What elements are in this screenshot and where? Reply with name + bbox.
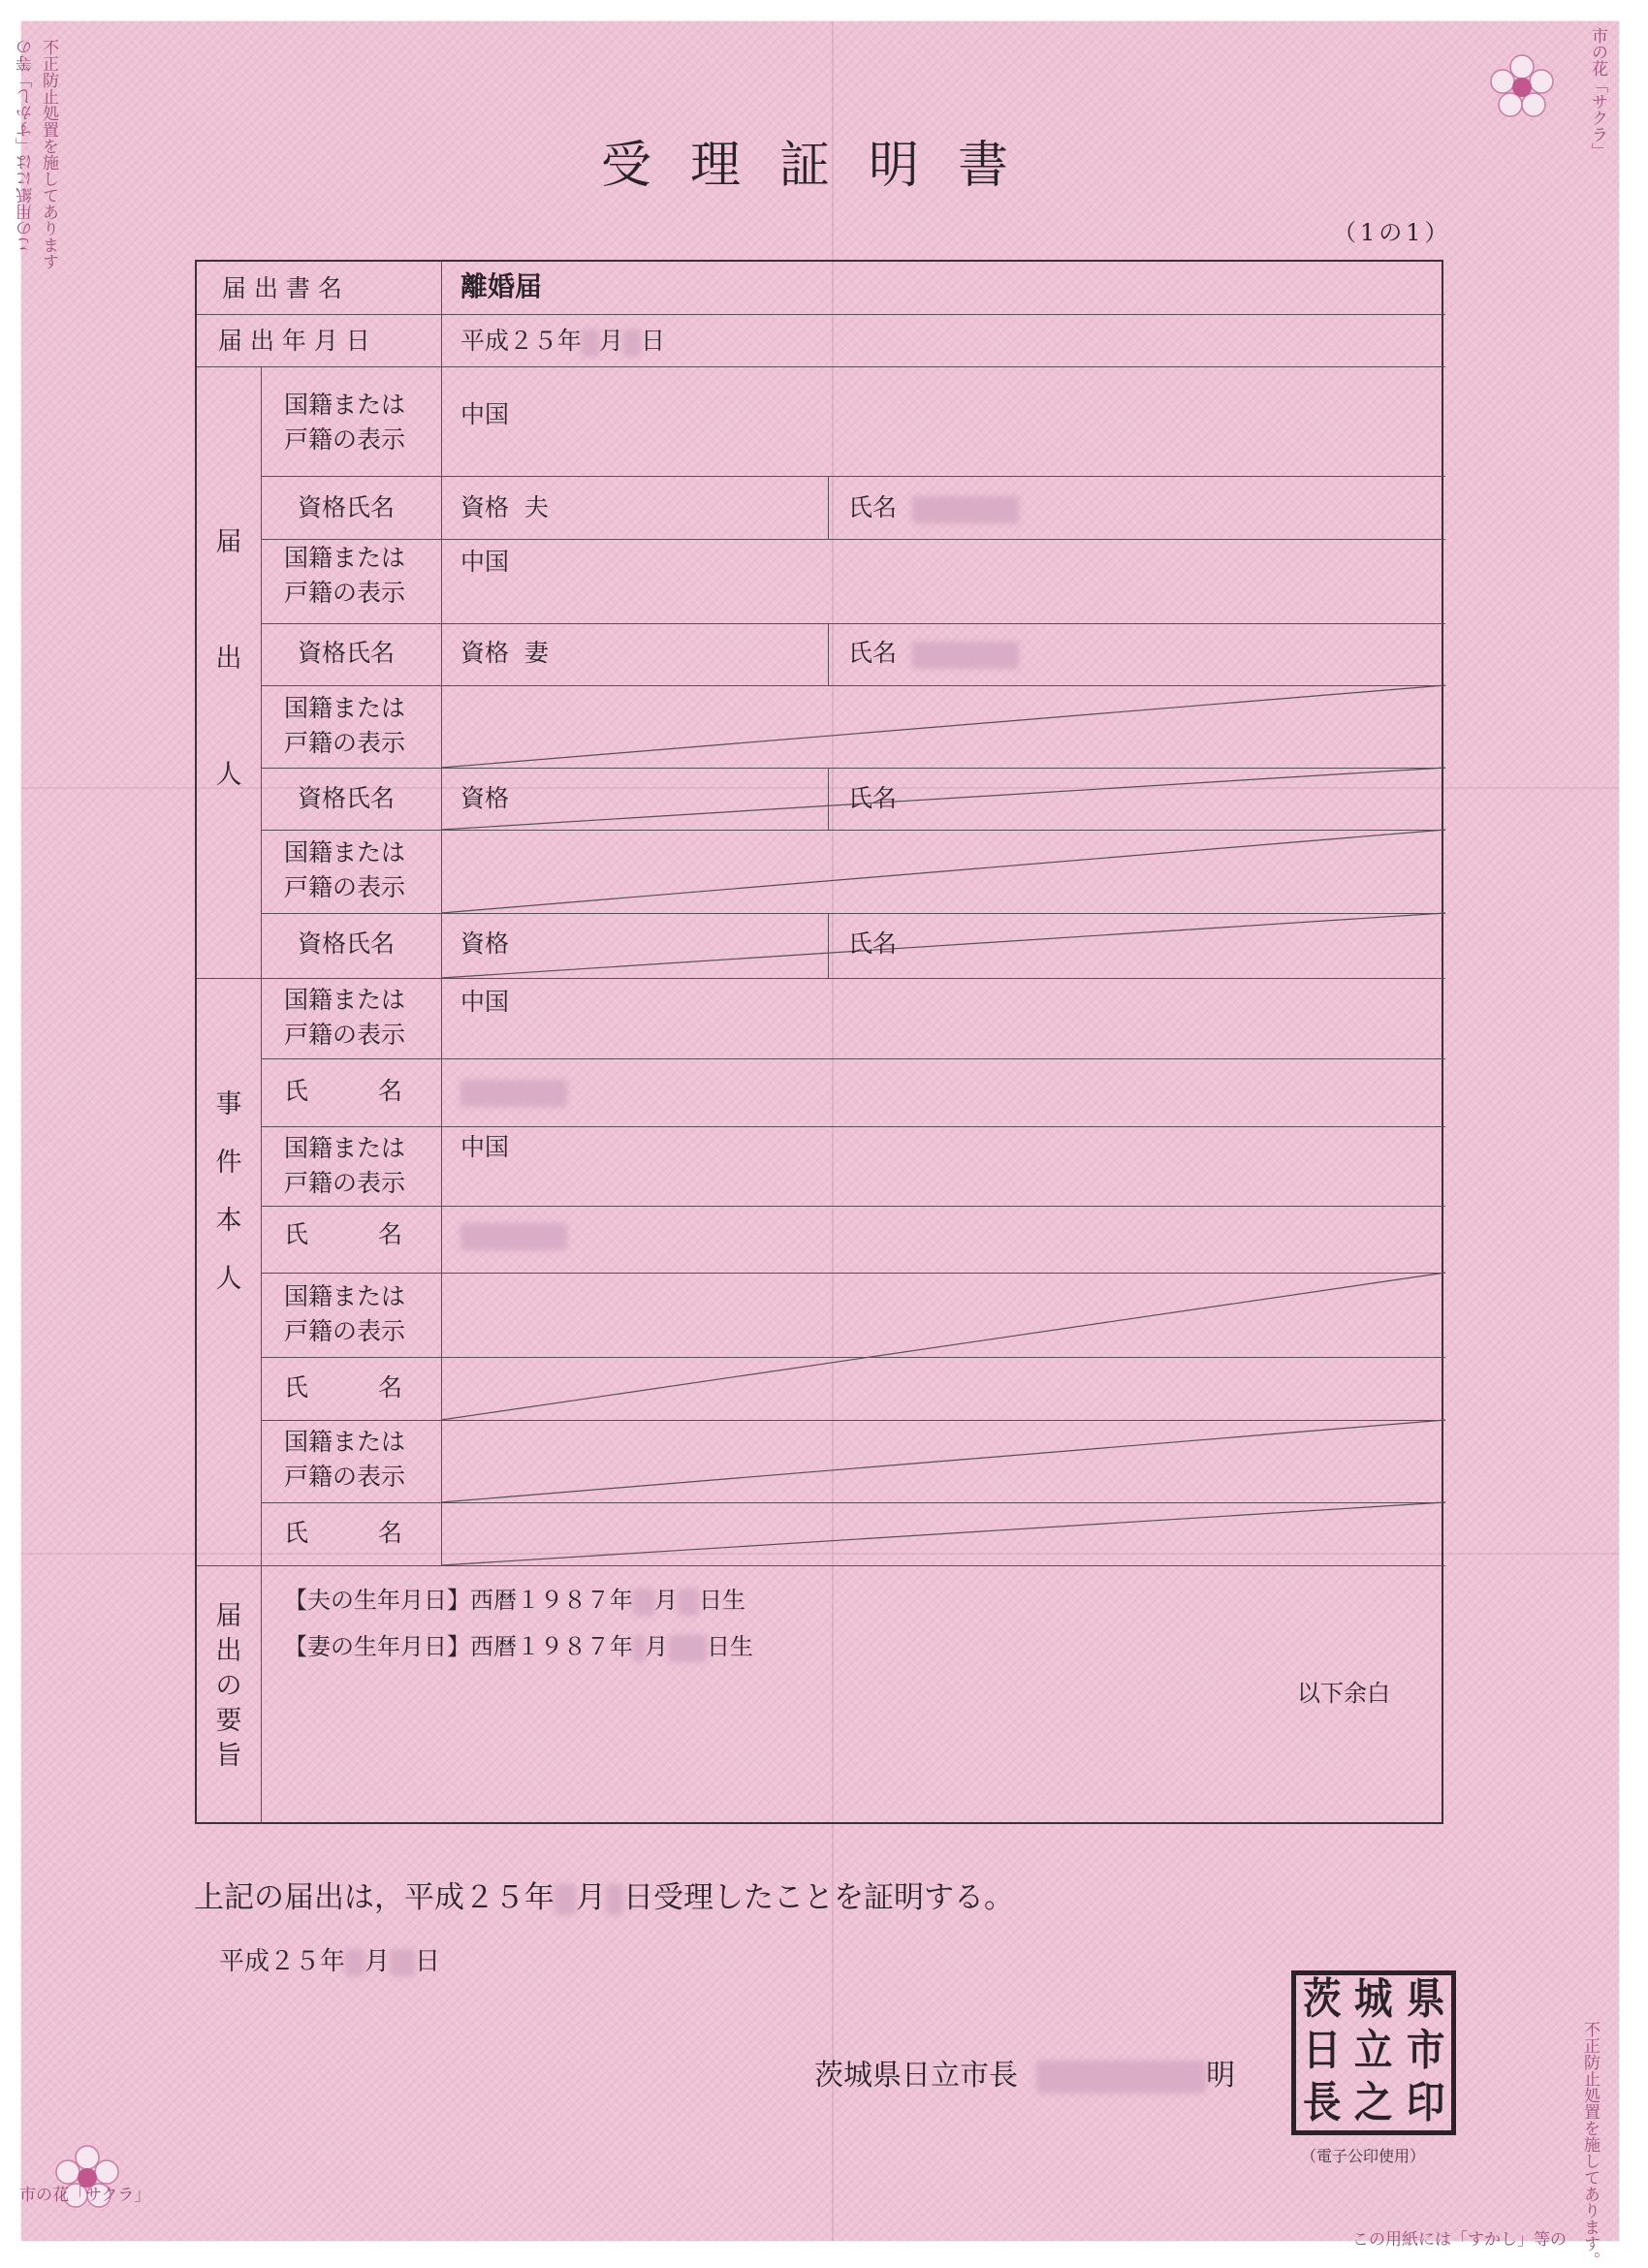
name-label: 氏 名: [284, 1373, 403, 1402]
official-seal: 茨 城 県 日 立 市 長 之 印: [1291, 1970, 1456, 2135]
qualification-label: 資格氏名: [298, 784, 396, 812]
watermark-notice: この用紙には「すかし」等の: [1352, 2230, 1567, 2250]
qualification-label: 資格氏名: [298, 639, 396, 667]
summary-line: 【妻の生年月日】西暦１９８７年 月 日生: [284, 1633, 753, 1660]
name-label: 氏 名: [284, 1519, 403, 1547]
summary-end: 以下余白: [1297, 1680, 1390, 1707]
name-label: 氏 名: [284, 1220, 403, 1248]
qualification-value: 資格: [460, 784, 510, 812]
nationality-label: 国籍または 戸籍の表示: [284, 1134, 406, 1197]
qualification-value: 資格 妻: [460, 639, 549, 667]
qualification-label: 資格氏名: [298, 929, 396, 958]
watermark-notice: 市の花「サクラ」: [19, 2186, 151, 2205]
notification-date: 平成２５年 月 日: [460, 327, 666, 355]
notification-name: 離婚届: [460, 270, 543, 302]
nationality-label: 国籍または 戸籍の表示: [284, 544, 406, 607]
nationality-label: 国籍または 戸籍の表示: [284, 838, 406, 901]
name-label: 氏名: [848, 929, 898, 958]
qualification-label: 資格氏名: [298, 493, 396, 521]
nationality-label: 国籍または 戸籍の表示: [284, 391, 406, 454]
issue-date: 平成２５年 月 日: [219, 1947, 441, 1976]
name-label: 氏 名: [284, 1077, 403, 1105]
seal-caption: （電子公印使用）: [1301, 2147, 1426, 2165]
watermark-notice: 市の花「サクラ」: [1588, 27, 1607, 159]
name-label: 氏名: [848, 490, 1019, 524]
issuer: 茨城県日立市長 明: [814, 2059, 1236, 2093]
watermark-notice: 不正防止処置を施してあります: [39, 39, 58, 269]
group-label-notifier: 届 出 人: [215, 527, 242, 790]
watermark-notice: 不正防止処置を施してあります。: [1580, 2021, 1600, 2268]
nationality-value: 中国: [460, 988, 510, 1016]
nationality-value: 中国: [460, 400, 510, 428]
document-title: 受理証明書: [600, 137, 1047, 195]
qualification-value: 資格: [460, 929, 510, 958]
name-label: 氏名: [848, 636, 1019, 670]
certificate-form: [195, 260, 1443, 1824]
nationality-label: 国籍または 戸籍の表示: [284, 1428, 406, 1491]
name-value: [460, 1074, 567, 1108]
name-value: [460, 1217, 567, 1251]
name-label: 氏名: [848, 784, 898, 812]
qualification-value: 資格 夫: [460, 493, 549, 521]
sakura-flower-icon: [1488, 53, 1556, 121]
nationality-value: 中国: [460, 1133, 510, 1161]
summary-line: 【夫の生年月日】西暦１９８７年 月 日生: [284, 1587, 745, 1614]
nationality-label: 国籍または 戸籍の表示: [284, 986, 406, 1049]
nationality-value: 中国: [460, 548, 510, 576]
watermark-notice: この用紙には「すかし」等の: [16, 39, 36, 253]
nationality-label: 国籍または 戸籍の表示: [284, 1282, 406, 1345]
certification-statement: 上記の届出は，平成２５年 月 日受理したことを証明する。: [194, 1880, 1014, 1915]
group-label-subject: 事 件 本 人: [215, 1089, 242, 1294]
notification-date-label: 届 出 年 月 日: [218, 327, 370, 355]
notification-name-label: 届 出 書 名: [222, 274, 342, 302]
nationality-label: 国籍または 戸籍の表示: [284, 694, 406, 757]
group-label-summary: 届 出 の 要 旨: [215, 1601, 242, 1771]
page-number: （1の1）: [1333, 219, 1452, 246]
